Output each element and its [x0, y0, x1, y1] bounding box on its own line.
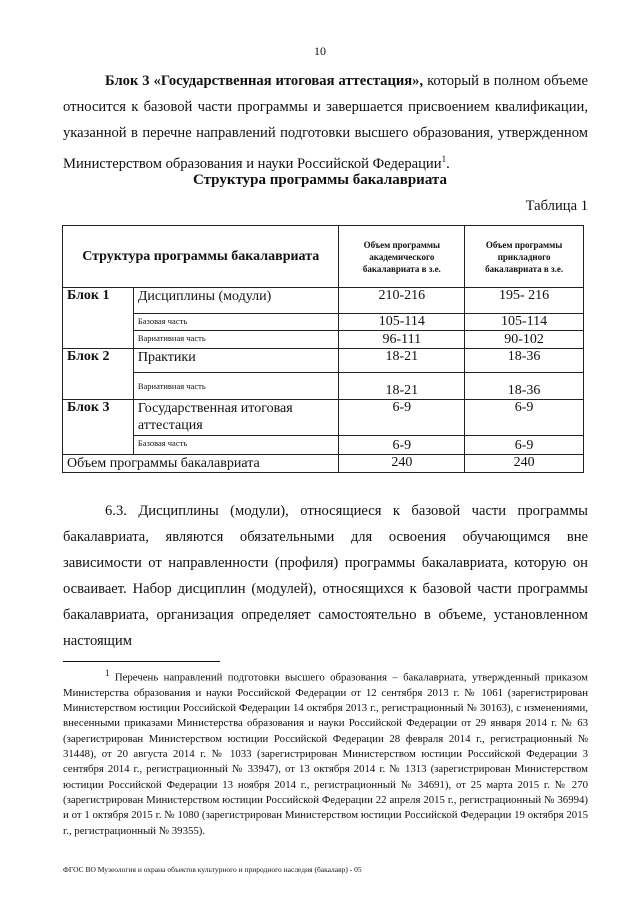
table-row [63, 288, 584, 314]
table-row [63, 373, 584, 400]
block3-name: Государственная итоговая аттестация [133, 400, 339, 436]
footnote-ref[interactable]: 1 [441, 154, 447, 164]
table-total-row [63, 455, 584, 473]
section-heading: Структура программы бакалавриата [193, 172, 447, 188]
block2-name: Практики [133, 349, 339, 373]
footnote-divider [63, 661, 220, 662]
table-row [63, 314, 584, 331]
table-label: Таблица 1 [525, 198, 588, 214]
block1-base-name: Базовая часть [133, 314, 339, 331]
block3-applied: 6-9 [465, 400, 584, 436]
block1-var-name: Вариативная часть [133, 331, 339, 349]
program-structure-table [62, 225, 584, 473]
block2-applied: 18-36 [465, 349, 584, 373]
block1-academic: 210-216 [339, 288, 465, 314]
paragraph-end: . [446, 155, 450, 172]
block3-base-name: Базовая часть [133, 436, 339, 455]
block3-base-applied: 6-9 [465, 436, 584, 455]
header-applied: Объем программы прикладного бакалавриата в з.е. [465, 226, 584, 288]
paragraph-text: который в полном объеме относится к базовой части программы и завершается присвоением квалификации, указанной в перечне направлений подготовки высшего образования, утвержденном Министерством образования и науки Российской Федерации [63, 73, 589, 172]
block2-label: Блок 2 [63, 349, 134, 400]
block3-base-academic: 6-9 [339, 436, 465, 455]
block2-var-applied: 18-36 [465, 373, 584, 400]
footnote-marker: 1 [105, 668, 110, 678]
block3-title: Блок 3 «Государственная итоговая аттестация», [105, 73, 424, 89]
block1-var-academic: 96-111 [339, 331, 465, 349]
table-row [63, 331, 584, 349]
footnote [63, 666, 588, 839]
block3-label: Блок 3 [63, 400, 134, 455]
block1-base-applied: 105-114 [465, 314, 584, 331]
header-structure: Структура программы бакалавриата [63, 226, 339, 288]
paragraph-6-3-first-line: 6.3. Дисциплины (модули), относящиеся к базовой части программы [105, 503, 588, 519]
block2-var-academic: 18-21 [339, 373, 465, 400]
page-number: 10 [314, 44, 326, 58]
paragraph-block3 [63, 68, 588, 177]
block3-academic: 6-9 [339, 400, 465, 436]
paragraph-6-3 [63, 498, 588, 654]
table-row [63, 349, 584, 373]
table-row [63, 436, 584, 455]
total-academic: 240 [339, 455, 465, 473]
block1-var-applied: 90-102 [465, 331, 584, 349]
total-name: Объем программы бакалавриата [63, 455, 339, 473]
header-academic: Объем программы академического бакалавриата в з.е. [339, 226, 465, 288]
total-applied: 240 [465, 455, 584, 473]
page-footer: ФГОС ВО Музеология и охрана объектов культурного и природного наследия (бакалавр) - 05 [63, 865, 362, 874]
block2-academic: 18-21 [339, 349, 465, 373]
block2-var-name: Вариативная часть [133, 373, 339, 400]
paragraph-6-3-body: бакалавриата, являются обязательными для освоения обучающимся вне зависимости от направленности (профиля) программы бакалавриата, которую он осваивает. Набор дисциплин (модулей), относящихся к базовой части программы бакалавриата, организация определяет самостоятельно в объеме, установленном настоящим [63, 529, 588, 649]
footnote-text: Перечень направлений подготовки высшего образования – бакалавриата, утвержденный приказом Министерства образования и науки Российской Федерации от 12 сентября 2013 г. № 1061 (зарегистрирован Министерством юстиции Российской Федерации 14 октября 2013 г., регистрационный № 30163), с изменениями, внесенными приказами Министерства образования и науки Российской Федерации от 29 января 2014 г. № 63 (зарегистрирован Министерством юстиции Российской Федерации 28 февраля 2014 г., регистрационный № 31448), от 20 августа 2014 г. № 1033 (зарегистрирован Министерством юстиции Российской Федерации 3 сентября 2014 г., регистрационный № 33947), от 13 октября 2014 г. № 1313 (зарегистрирован Министерством юстиции Российской Федерации 13 ноября 2014 г., регистрационный № 34691), от 25 марта 2015 г. № 270 (зарегистрирован Министерством юстиции Российской Федерации 22 апреля 2015 г., регистрационный № 36994) и от 1 октября 2015 г. № 1080 (зарегистрирован Министерством юстиции Российской Федерации 19 октября 2015 г., регистрационный № 39355). [63, 671, 588, 837]
block1-applied: 195- 216 [465, 288, 584, 314]
block1-base-academic: 105-114 [339, 314, 465, 331]
block1-name: Дисциплины (модули) [133, 288, 339, 314]
block1-label: Блок 1 [63, 288, 134, 349]
table-header-row [63, 226, 584, 288]
table-row [63, 400, 584, 436]
